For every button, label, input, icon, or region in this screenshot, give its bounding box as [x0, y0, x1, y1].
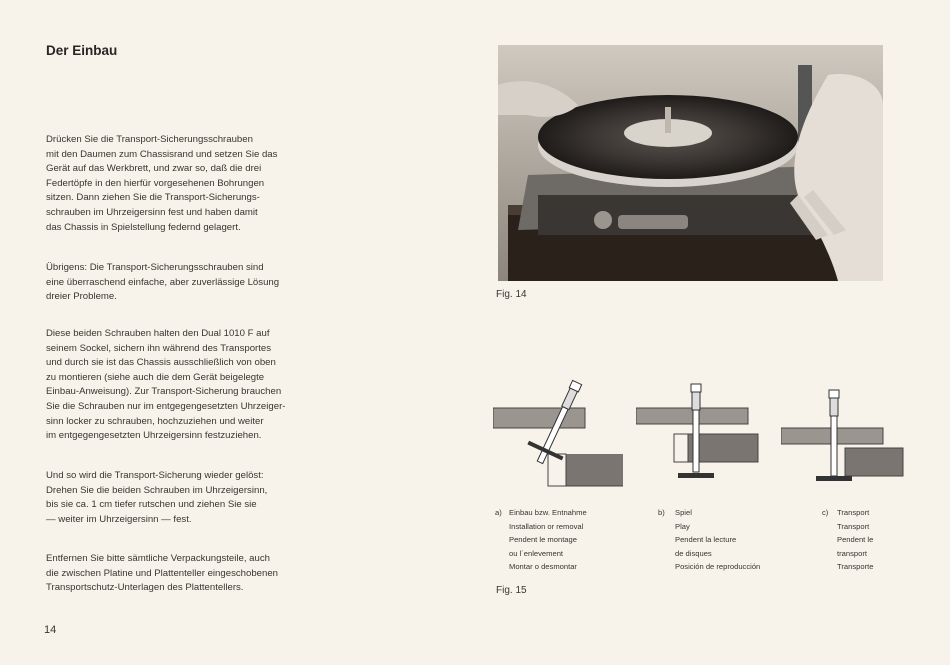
- caption-line: Play: [675, 521, 690, 531]
- caption-letter: b): [658, 508, 665, 517]
- paragraph-2: Übrigens: Die Transport-Sicherungsschrauben sind eine überraschend einfache, aber zuverlässige Lösung dreier Probleme.: [46, 262, 280, 303]
- caption-line: Transport: [837, 521, 870, 531]
- caption-line: Transport: [837, 508, 870, 517]
- caption-letter: a): [495, 508, 502, 517]
- page-heading: Der Einbau: [46, 43, 118, 58]
- caption-line: Montar o desmontar: [509, 562, 577, 572]
- diagram-c: [781, 372, 906, 492]
- fig14-label: Fig. 14: [496, 289, 527, 300]
- paragraph-3: Diese beiden Schrauben halten den Dual 1010 F auf seinem Sockel, sichern ihn während des Transportes und durch sie ist das Chassis ausschließlich von oben zu montieren (siehe auch die dem Gerät beigelegte Einbau-Anweisung). Zur Transport-Sicherung brauchen Sie die Schrauben nur im entgegengesetzten Uhrzeiger- sinn locker zu schrauben, hochzuziehen und weiter im entgegengesetzten Uhrzeigersinn festzuziehen.: [46, 328, 286, 442]
- caption-line: transport: [837, 548, 867, 558]
- caption-line: Pendent la lecture: [675, 535, 737, 545]
- caption-line: Einbau bzw. Entnahme: [509, 508, 587, 517]
- paragraph-1: Drücken Sie die Transport-Sicherungsschrauben mit den Daumen zum Chassisrand und setzen Sie das Gerät auf das Werkbrett, und zwar so, daß die drei Federtöpfe in den hierfür vorgesehenen Bohrungen sitzen. Dann ziehen Sie die Transport-Sicherungs- schrauben im Uhrzeigersinn fest und haben damit das Chassis in Spielstellung federnd gelagert.: [46, 134, 278, 233]
- caption-line: Pendent le montage: [509, 535, 577, 545]
- caption-line: Transporte: [837, 562, 874, 572]
- caption-letter: c): [822, 508, 829, 517]
- diagram-b: [636, 372, 761, 492]
- diagram-a: [493, 372, 633, 492]
- caption-line: Spiel: [675, 508, 692, 517]
- caption-line: Posición de reproducción: [675, 562, 761, 572]
- caption-line: de disques: [675, 548, 712, 558]
- paragraph-5: Entfernen Sie bitte sämtliche Verpackungsteile, auch die zwischen Platine und Plattenteller eingeschobenen Transportschutz-Unterlagen des Plattentellers.: [46, 553, 279, 594]
- page-number: 14: [44, 624, 57, 636]
- fig15-label: Fig. 15: [496, 585, 527, 596]
- caption-line: Pendent le: [837, 535, 874, 545]
- caption-line: ou l´enlevement: [509, 548, 564, 558]
- caption-line: Installation or removal: [509, 521, 584, 531]
- paragraph-4: Und so wird die Transport-Sicherung wieder gelöst: Drehen Sie die beiden Schrauben im Uhrzeigersinn, bis sie ca. 1 cm tiefer rutschen und ziehen Sie sie — weiter im Uhrzeigersinn — fest.: [46, 470, 268, 525]
- turntable-photo: [498, 45, 883, 281]
